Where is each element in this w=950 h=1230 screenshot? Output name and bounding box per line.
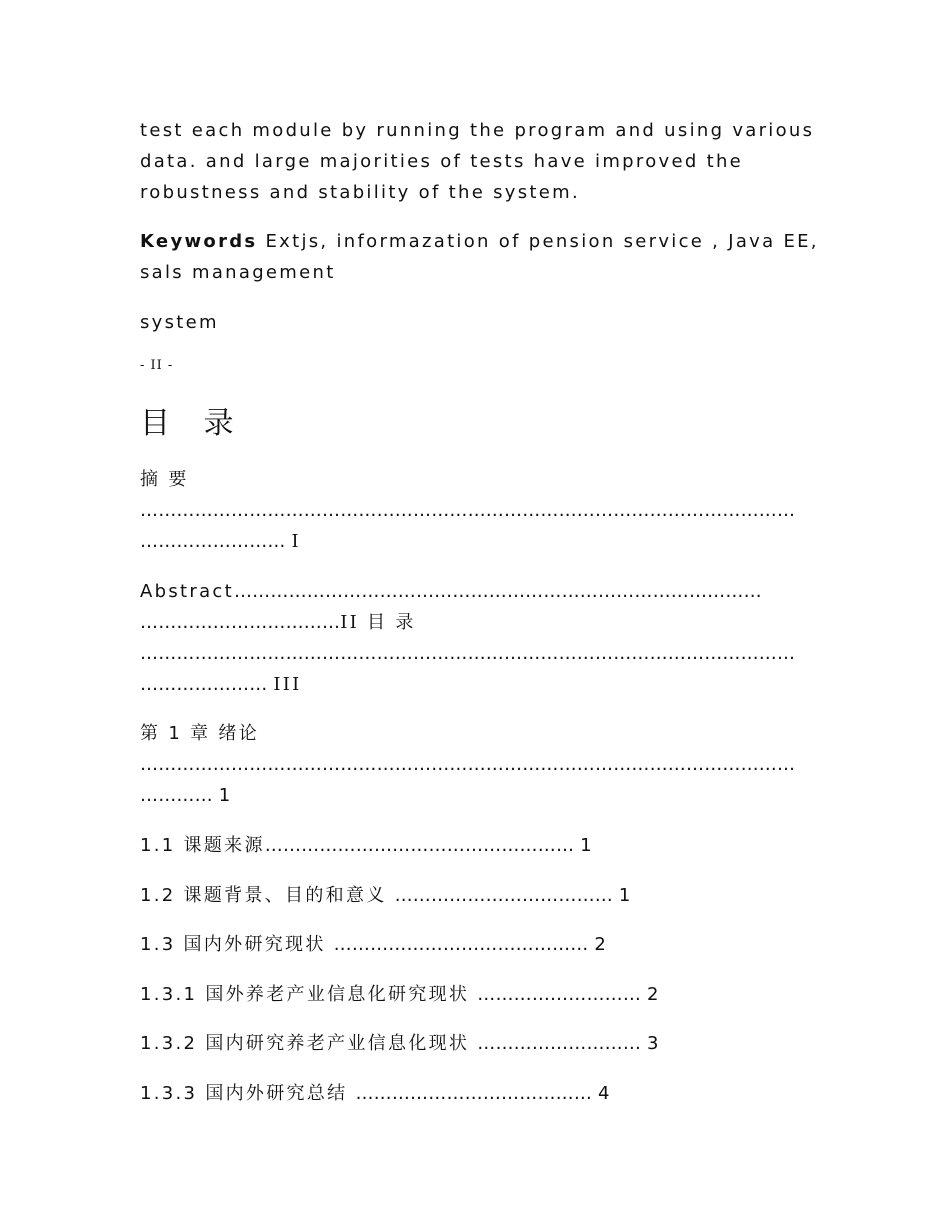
toc-entry-label: Abstract [140,581,234,602]
toc-entry-label: 1.3 国内外研究现状 [140,934,334,955]
toc-entry-page[interactable]: 4 [597,1083,612,1104]
toc-entry-page[interactable]: 3 [646,1033,661,1054]
toc-entry-dots: …………………………………… [333,934,595,955]
toc-entry-line [140,784,233,808]
toc-entry-dots: …………………………………………… [264,835,581,856]
toc-entry-line [140,530,301,554]
toc-entry-dots: ……………………………………………………………………………………………… [140,500,796,521]
toc-entry-page[interactable]: 2 [594,934,609,955]
toc-entry-line[interactable] [140,983,661,1007]
keywords-label: Keywords [140,231,258,252]
toc-entry-label: 1.1 课题来源 [140,835,265,856]
toc-entry-dots: ……………………………………………………………………………………………… [140,643,796,664]
toc-entry-label: 1.3.3 国内外研究总结 [140,1083,356,1104]
toc-entry-dots: ……………………………… [394,885,619,906]
toc-entry-dots: ……………………… [477,1033,647,1054]
toc-entry-line [140,580,762,604]
toc-entry-page[interactable]: 1 [618,885,633,906]
toc-entry-line [140,611,416,635]
toc-entry-page[interactable]: 2 [646,984,661,1005]
keywords-line-2: sals management [140,262,336,283]
toc-entry-dots: …………………………………………………………………………… [233,581,762,602]
toc-entry-dots: ……………………………………………………………………………………………… [140,754,796,775]
toc-entry-label: 1.2 课题背景、目的和意义 [140,885,395,906]
toc-entry-label: 1.3.2 国内研究养老产业信息化现状 [140,1033,478,1054]
toc-entry-line[interactable] [140,933,608,957]
abstract-line-3: robustness and stability of the system. [140,182,580,203]
toc-title: 目 录 [140,406,246,441]
toc-entry-line[interactable] [140,834,594,858]
toc-entry-trail: 目 录 [359,612,416,633]
toc-entry-page[interactable]: 1 [580,835,594,856]
toc-entry-label: 第 1 章 绪论 [140,723,260,744]
toc-entry-line[interactable] [140,1032,661,1056]
toc-entry-line [140,673,302,697]
abstract-line-2: data. and large majorities of tests have improved the [140,151,744,172]
toc-entry-page[interactable]: III [273,674,302,695]
keywords-line-3: system [140,312,219,333]
toc-entry-page[interactable]: II [340,612,360,633]
toc-entry-label: 1.3.1 国外养老产业信息化研究现状 [140,984,478,1005]
toc-entry-dots: …………………… [140,531,292,552]
toc-entry-label: 摘 要 [140,469,189,490]
toc-entry-dots: ………………………………… [355,1083,598,1104]
abstract-line-1: test each module by running the program and using various [140,120,815,141]
toc-entry-dots: …………………………… [140,612,341,633]
toc-entry-dots: ………………… [140,674,274,695]
keywords-text-1: Extjs, informazation of pension service , Java EE, [257,231,819,252]
toc-entry-dots: ……………………… [477,984,647,1005]
keywords-line-1 [140,230,819,254]
toc-entry-page[interactable]: 1 [218,785,233,806]
toc-entry-line[interactable] [140,884,633,908]
toc-entry-dots: ………… [140,785,219,806]
toc-entry-page[interactable]: I [291,531,301,552]
toc-entry-line[interactable] [140,1082,612,1106]
page-number: - II - [140,358,174,373]
